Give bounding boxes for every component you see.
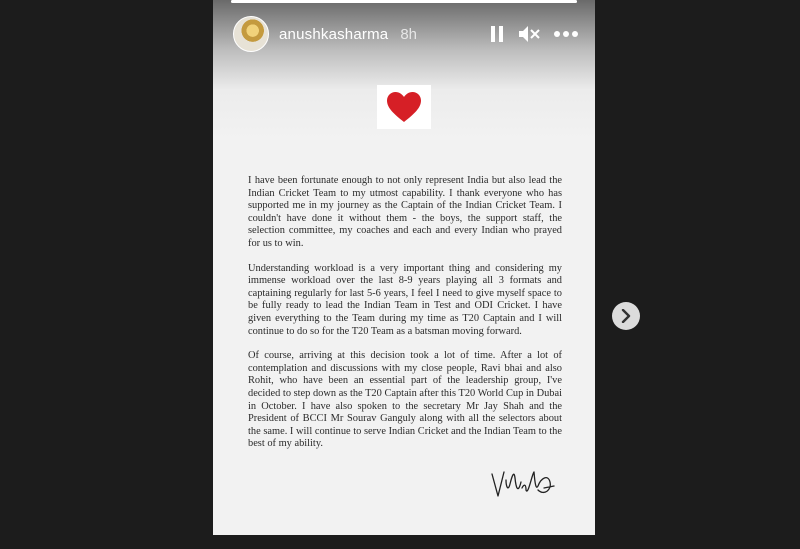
letter-paragraph: Understanding workload is a very important thing and considering my immense workload over the last 8-9 years playing all 3 formats and captaining regularly for last 5-6 years, I feel I need to give myself space to be fully ready to lead the Indian Team in Test and ODI Cricket. I have given everything to the Team during my time as T20 Captain and I will continue to do so for the T20 Team as a batsman moving forward. bbox=[248, 262, 562, 337]
more-options-icon[interactable] bbox=[554, 30, 578, 38]
statement-letter bbox=[248, 175, 562, 463]
speaker-muted-icon[interactable] bbox=[518, 25, 540, 43]
heart-icon bbox=[386, 91, 422, 123]
story-timestamp: 8h bbox=[400, 25, 418, 43]
story-header bbox=[233, 16, 578, 52]
story-frame[interactable] bbox=[213, 0, 595, 535]
letter-paragraph: Of course, arriving at this decision took a lot of time. After a lot of contemplation and discussions with my close people, Ravi bhai and also Rohit, who have been an essential part of the leadership group, I've decided to step down as the T20 Captain after this T20 World Cup in Dubai in October. I have also spoken to the secretary Mr Jay Shah and the President of BCCI Mr Sourav Ganguly along with all the selectors about the same. I will continue to serve Indian Cricket and the Indian Team to the best of my ability. bbox=[248, 350, 562, 450]
username[interactable]: anushkasharma bbox=[279, 25, 389, 43]
letter-paragraph: I have been fortunate enough to not only represent India but also lead the Indian Cricket Team to my utmost capability. I thank everyone who has supported me in my journey as the Captain of the Indian Cricket Team. I couldn't have done it without them - the boys, the support staff, the selection committee, my coaches and each and every Indian who prayed for us to win. bbox=[248, 175, 562, 249]
pause-icon[interactable] bbox=[490, 25, 504, 43]
heart-emoji bbox=[377, 85, 431, 129]
signature bbox=[488, 466, 558, 502]
chevron-right-icon bbox=[620, 309, 632, 323]
profile-avatar[interactable] bbox=[233, 16, 269, 52]
story-progress-fill bbox=[231, 0, 577, 3]
story-progress-bar bbox=[231, 0, 577, 3]
next-story-button[interactable] bbox=[612, 302, 640, 330]
story-controls bbox=[490, 25, 578, 43]
